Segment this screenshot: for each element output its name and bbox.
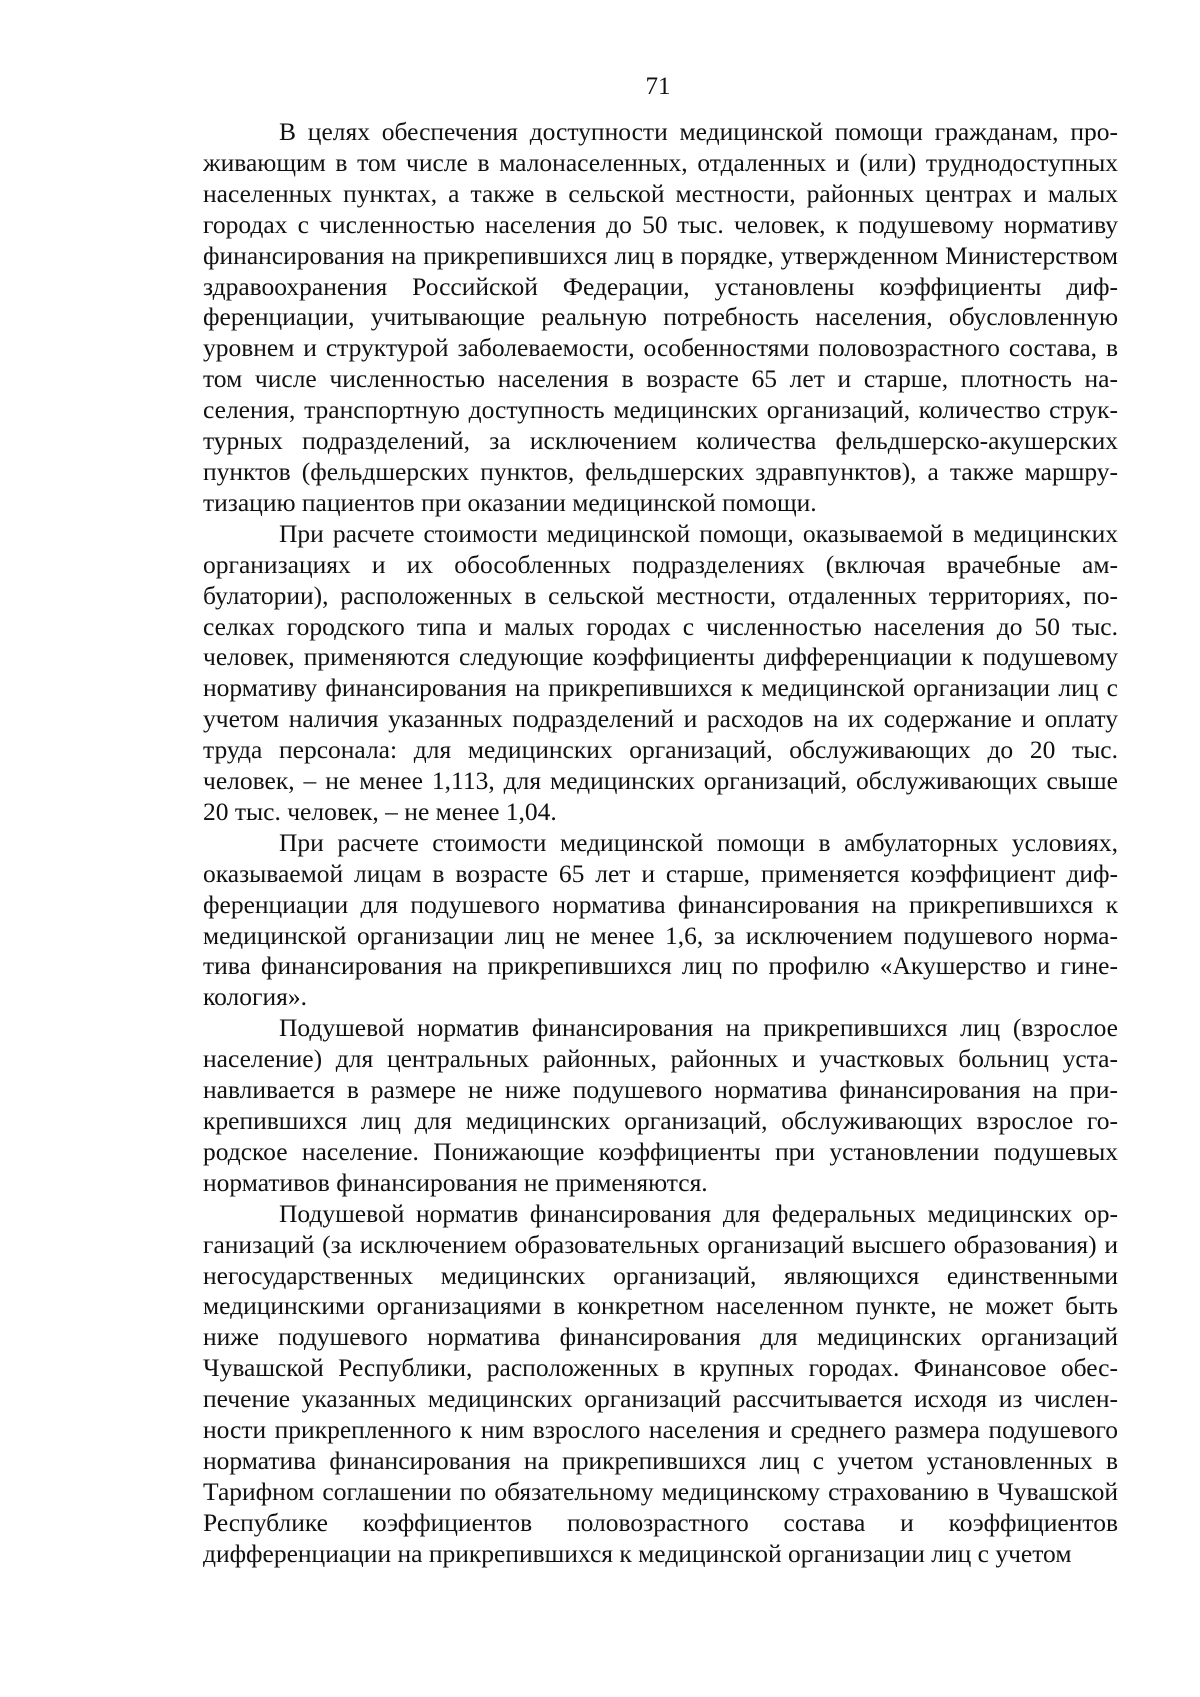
page-number: 71 [645,73,671,100]
paragraph: При расчете стоимости медицинской помощи в амбулаторных условиях, оказываемой лицам в возрасте 65 лет и старше, применяется коэффициент дифференциации для подушевого норматива финансирования на прикрепившихся к медицинской организации лиц не менее 1,6, за исключением подушевого норматива финансирования на прикрепившихся лиц по профилю «Акушерство и гинекология». [203,827,1118,1012]
paragraph: Подушевой норматив финансирования на прикрепившихся лиц (взрослое население) для центральных районных, районных и участковых больниц устанавливается в размере не ниже подушевого норматива финансирования на прикрепившихся лиц для медицинских организаций, обслуживающих взрослое городское население. Понижающие коэффициенты при установлении подушевых нормативов финансирования не применяются. [203,1013,1118,1197]
document-body [203,117,1118,1570]
paragraph: В целях обеспечения доступности медицинской помощи гражданам, проживающим в том числе в малонаселенных, отдаленных и (или) труднодоступных населенных пунктах, а также в сельской местности, районных центрах и малых городах с численностью населения до 50 тыс. человек, к подушевому нормативу финансирования на прикрепившихся лиц в порядке, утвержденном Министерством здравоохранения Российской Федерации, установлены коэффициенты дифференциации, учитывающие реальную потребность населения, обусловленную уровнем и структурой заболеваемости, особенностями половозрастного состава, в том числе численностью населения в возрасте 65 лет и старше, плотность населения, транспортную доступность медицинских организаций, количество структурных подразделений, за исключением количества фельдшерско-акушерских пунктов (фельдшерских пунктов, фельдшерских здравпунктов), а также маршрутизацию пациентов при оказании медицинской помощи. [203,117,1118,517]
paragraph: При расчете стоимости медицинской помощи, оказываемой в медицинских организациях и их обособленных подразделениях (включая врачебные амбулатории), расположенных в сельской местности, отдаленных территориях, поселках городского типа и малых городах с численностью населения до 50 тыс. человек, применяются следующие коэффициенты дифференциации к подушевому нормативу финансирования на прикрепившихся к медицинской организации лиц с учетом наличия указанных подразделений и расходов на их содержание и оплату труда персонала: для медицинских организаций, обслуживающих до 20 тыс. человек, – не менее 1,113, для медицинских организаций, обслуживающих свыше 20 тыс. человек, – не менее 1,04. [203,518,1118,826]
paragraph: Подушевой норматив финансирования для федеральных медицинских организаций (за исключением образовательных организаций высшего образования) и негосударственных медицинских организаций, являющихся единственными медицинскими организациями в конкретном населенном пункте, не может быть ниже подушевого норматива финансирования для медицинских организаций Чувашской Республики, расположенных в крупных городах. Финансовое обеспечение указанных медицинских организаций рассчитывается исходя из численности прикрепленного к ним взрослого населения и среднего размера подушевого норматива финансирования на прикрепившихся лиц с учетом установленных в Тарифном соглашении по обязательному медицинскому страхованию в Чувашской Республике коэффициентов половозрастного состава и коэффициентов дифференциации на прикрепившихся к медицинской организации лиц с учетом [203,1198,1118,1568]
